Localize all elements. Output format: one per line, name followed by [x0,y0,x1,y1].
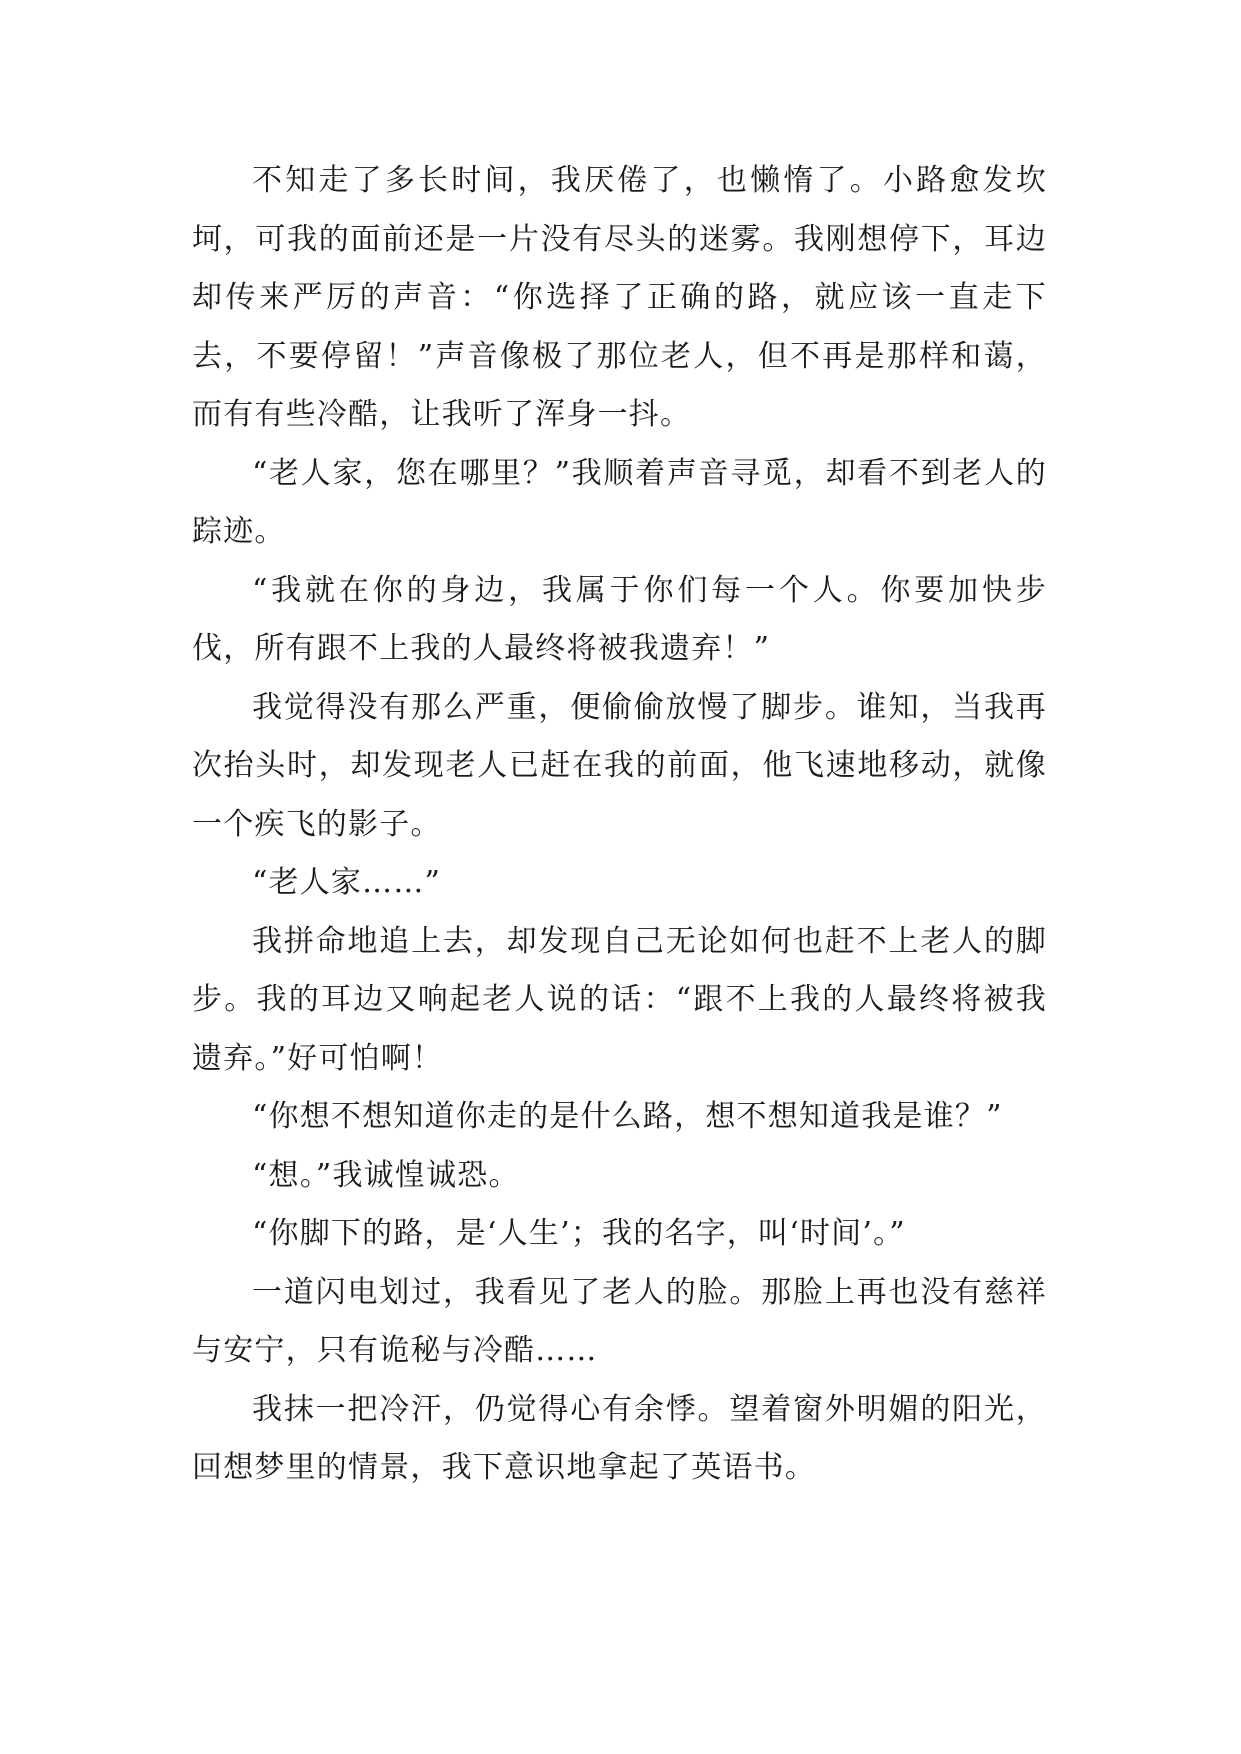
paragraph: “老人家……” [252,865,442,900]
paragraph: “老人家，您在哪里？”我顺着声音寻觅，却看不到老人的踪迹。 [192,455,1047,549]
paragraph: “你脚下的路，是‘人生’；我的名字，叫‘时间’。” [252,1216,906,1251]
paragraph: “你想不想知道你走的是什么路，想不想知道我是谁？” [252,1099,1003,1134]
story-body [192,152,1047,1498]
paragraph: 不知走了多长时间，我厌倦了，也懒惰了。小路愈发坎坷，可我的面前还是一片没有尽头的迷雾。我刚想停下，耳边却传来严厉的声音：“你选择了正确的路，就应该一直走下去，不要停留！”声音像极了那位老人，但不再是那样和蔼，而有有些冷酷，让我听了浑身一抖。 [192,163,1047,432]
paragraph: 我拼命地追上去，却发现自己无论如何也赶不上老人的脚步。我的耳边又响起老人说的话：“跟不上我的人最终将被我遗弃。”好可怕啊！ [192,923,1047,1076]
paragraph: “想。”我诚惶诚恐。 [252,1157,520,1193]
paragraph: 一道闪电划过，我看见了老人的脸。那脸上再也没有慈祥与安宁，只有诡秘与冷酷…… [192,1274,1047,1368]
paragraph: 我抹一把冷汗，仍觉得心有余悸。望着窗外明媚的阳光，回想梦里的情景，我下意识地拿起了英语书。 [192,1391,1047,1485]
paragraph: “我就在你的身边，我属于你们每一个人。你要加快步伐，所有跟不上我的人最终将被我遗弃！” [192,572,1047,666]
paragraph: 我觉得没有那么严重，便偷偷放慢了脚步。谁知，当我再次抬头时，却发现老人已赶在我的前面，他飞速地移动，就像一个疾飞的影子。 [192,689,1047,842]
